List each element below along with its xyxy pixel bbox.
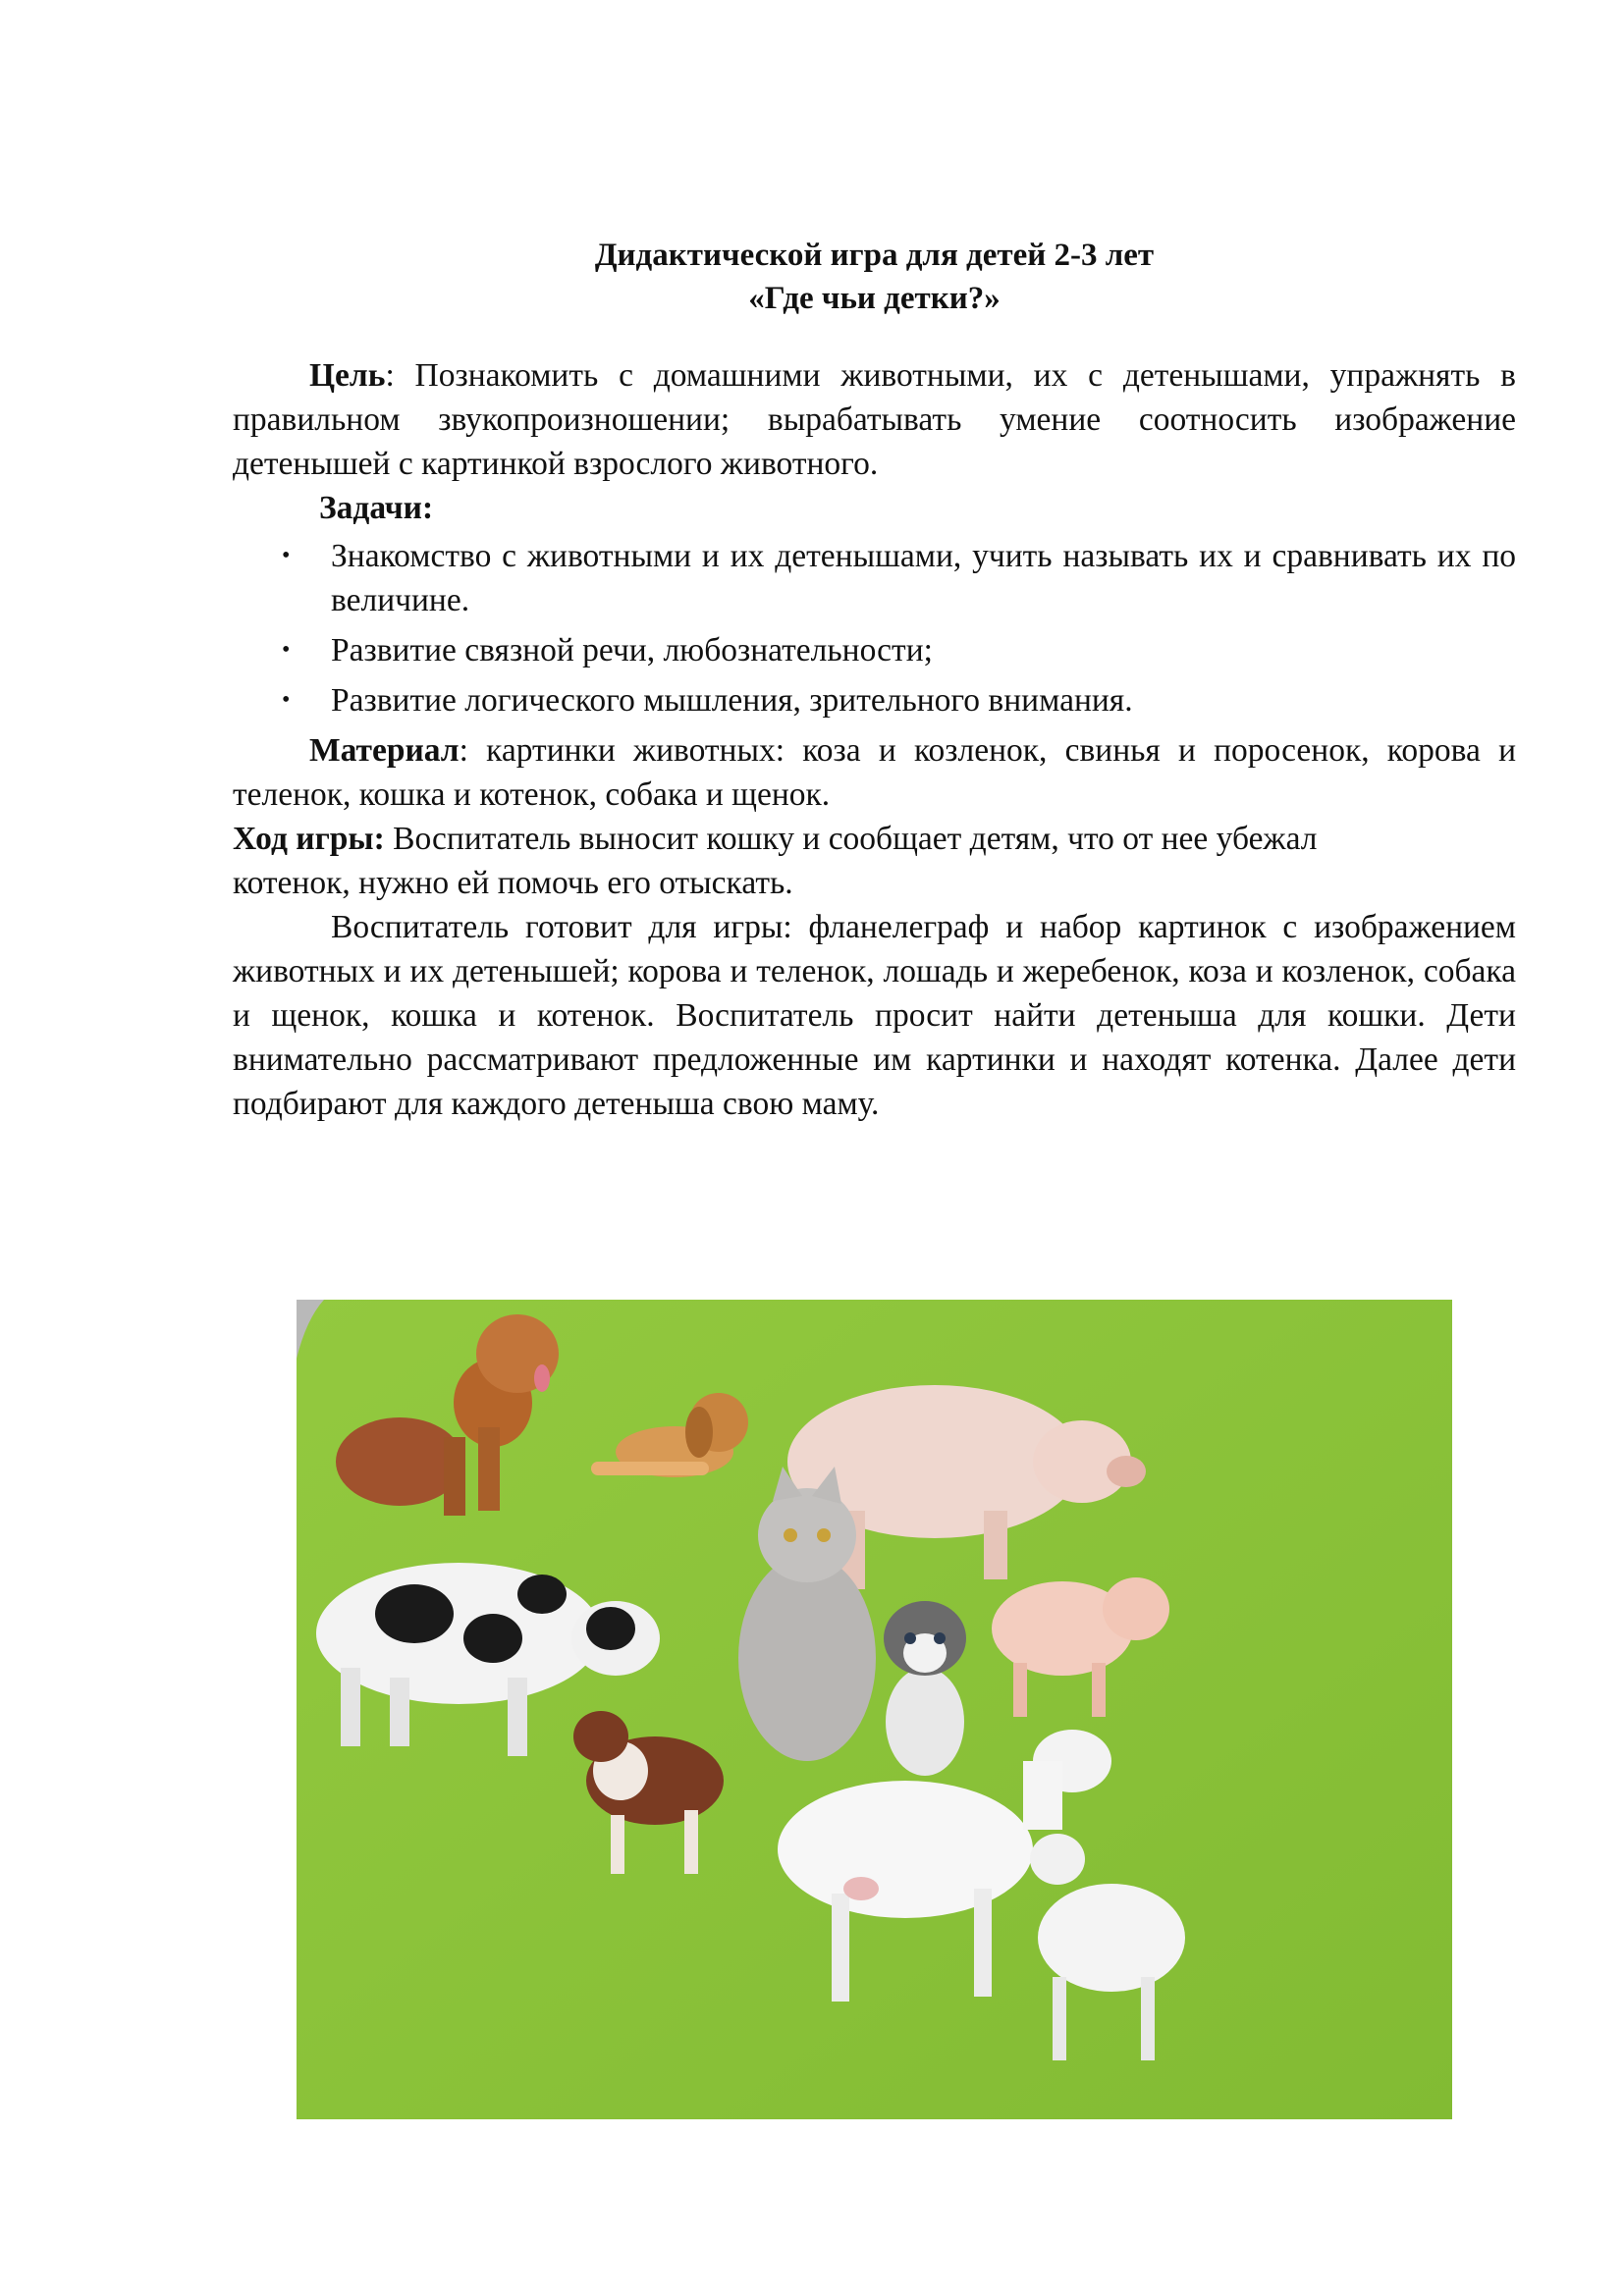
tasks-list — [233, 534, 1516, 722]
game-progress-text: Воспитатель выносит кошку и сообщает детям, что от нее убежал котенок, нужно ей помочь его отыскать. — [233, 821, 1318, 901]
list-item: • Развитие логического мышления, зрительного внимания. — [233, 678, 1516, 722]
description-paragraph: Воспитатель готовит для игры: фланелеграф и набор картинок с изображением животных и их детенышей; корова и теленок, лошадь и жеребенок, коза и козленок, собака и щенок, кошка и котенок. Воспитатель просит найти детеныша для кошки. Дети внимательно рассматривают предложенные им картинки и находят котенка. Далее дети подбирают для каждого детеныша свою маму. — [233, 909, 1516, 1122]
goal-label: Цель — [309, 357, 386, 394]
animals-photo — [297, 1300, 1452, 2119]
animals-photo-illustration — [297, 1300, 1452, 2119]
title-line-2: «Где чьи детки?» — [748, 281, 1001, 316]
kitten-picture — [884, 1601, 966, 1776]
bullet-icon: • — [282, 637, 291, 663]
tasks-heading: Задачи: — [319, 490, 434, 526]
goal-text: : Познакомить с домашними животными, их с детенышами, упражнять в правильном звукопроизношении; вырабатывать умение соотносить изображение детенышей с картинкой взрослого животного. — [233, 357, 1516, 482]
bullet-icon: • — [282, 543, 291, 568]
game-progress-label: Ход игры: — [233, 821, 385, 857]
list-item: • Знакомство с животными и их детенышами, учить называть их и сравнивать их по величине. — [233, 534, 1516, 622]
list-item: • Развитие связной речи, любознательности; — [233, 628, 1516, 672]
material-label: Материал — [309, 732, 460, 769]
material-paragraph — [233, 728, 1516, 817]
goal-paragraph — [233, 353, 1516, 486]
title-line-1: Дидактической игра для детей 2-3 лет — [594, 238, 1155, 273]
document-body — [233, 353, 1516, 1126]
material-text: : картинки животных: коза и козленок, свинья и поросенок, корова и теленок, кошка и котенок, собака и щенок. — [233, 732, 1516, 813]
document-title — [233, 234, 1516, 320]
game-progress-paragraph — [233, 817, 1381, 905]
bullet-icon: • — [282, 687, 291, 713]
